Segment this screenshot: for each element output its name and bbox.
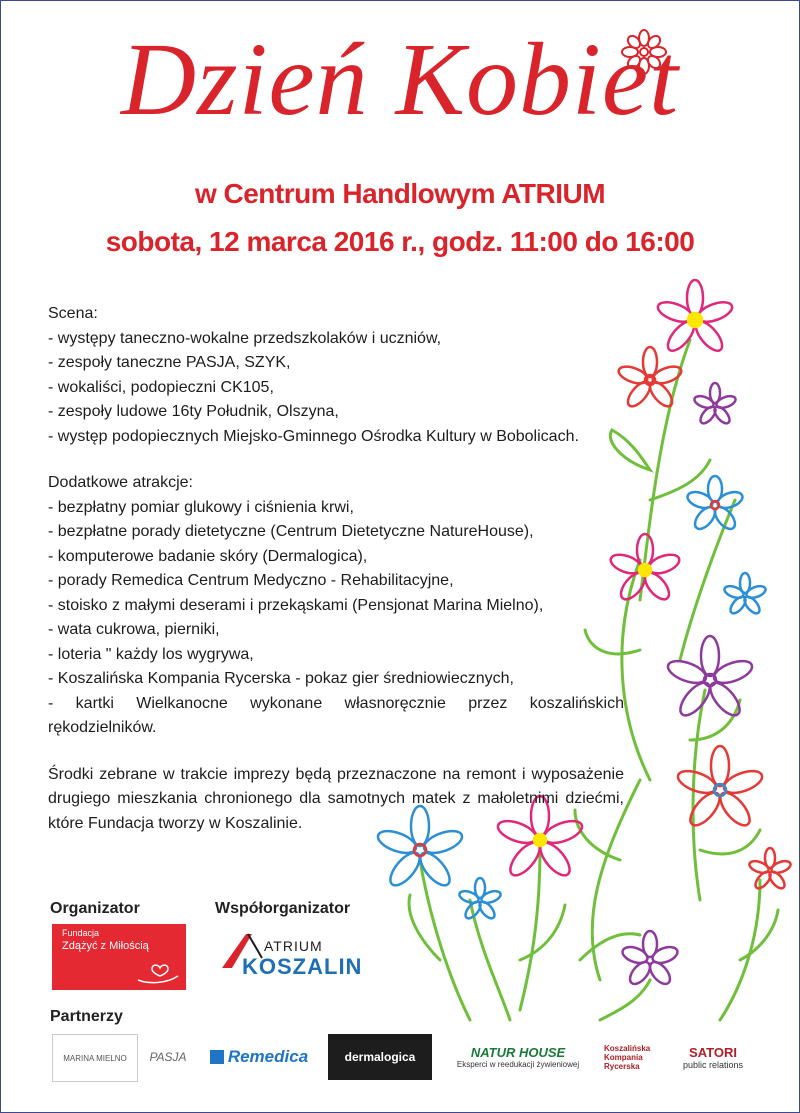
list-item-continued: rękodzielników. [48, 719, 157, 736]
partner-remedica-logo [198, 1034, 320, 1080]
hands-heart-icon [136, 962, 180, 984]
list-item: - wokaliści, podopieczni CK105, [48, 378, 274, 396]
list-item: - zespoły taneczne PASJA, SZYK, [48, 354, 291, 371]
note-line: Środki zebrane w trakcie imprezy będą przeznaczone na remont i wyposażenie [48, 765, 624, 783]
list-item: - wata cukrowa, pierniki, [48, 621, 220, 638]
organizer-divider [180, 924, 183, 990]
list-item: - Koszalińska Kompania Rycerska - pokaz gier średniowiecznych, [48, 670, 514, 687]
partners-label: Partnerzy [50, 1008, 123, 1025]
naturhouse-tagline: Eksperci w reedukacji żywieniowej [456, 1060, 580, 1069]
organizer-logo-name: Zdążyć z Miłością [62, 940, 149, 952]
venue-line: w Centrum Handlowym ATRIUM [194, 178, 606, 209]
atrium-wordmark: ATRIUM [264, 938, 323, 954]
partner-naturhouse-logo [438, 1034, 598, 1080]
list-item: - występy taneczno-wokalne przedszkolaków i uczniów, [48, 329, 442, 347]
partner-pasja-logo: PASJA [149, 1050, 187, 1064]
list-item: - komputerowe badanie skóry (Dermalogica), [48, 547, 368, 565]
remedica-wordmark: Remedica [227, 1047, 309, 1066]
note-line: drugiego mieszkania chronionego dla samotnych matek z małoletnimi dziećmi, [48, 790, 624, 807]
list-item: - stoisko z małymi deserami i przekąskami (Pensjonat Marina Mielno), [48, 596, 544, 614]
scena-heading: Scena: [48, 305, 98, 322]
partner-dermalogica-logo: dermalogica [328, 1034, 432, 1080]
event-title: Dzień Kobiet [121, 22, 679, 137]
partner-kkr-logo: Koszalińska Kompania Rycerska [604, 1043, 651, 1071]
coorganizer-logo [218, 930, 400, 982]
list-item: - loteria " każdy los wygrywa, [48, 645, 254, 663]
satori-wordmark: SATORI [689, 1044, 737, 1060]
organizer-label: Organizator [50, 900, 140, 917]
program-text [48, 302, 624, 836]
partner-satori-logo [682, 1034, 744, 1080]
list-item: - kartki Wielkanocne wykonane własnoręcznie przez koszalińskich [48, 694, 624, 712]
list-item: - występ podopiecznych Miejsko-Gminnego Ośrodka Kultury w Bobolicach. [48, 427, 579, 445]
note-line: które Fundacja tworzy w Koszalinie. [48, 814, 303, 832]
koszalin-wordmark: KOSZALIN [242, 954, 363, 979]
list-item: - zespoły ludowe 16ty Południk, Olszyna, [48, 403, 339, 420]
list-item: - bezpłatne porady dietetyczne (Centrum Dietetyczne NatureHouse), [48, 523, 534, 540]
naturhouse-wordmark: NATUR HOUSE [470, 1045, 566, 1060]
organizer-logo [52, 924, 186, 990]
list-item: - porady Remedica Centrum Medyczno - Rehabilitacyjne, [48, 572, 454, 589]
list-item: - bezpłatny pomiar glukowy i ciśnienia krwi, [48, 498, 354, 516]
date-line: sobota, 12 marca 2016 r., godz. 11:00 do 16:00 [105, 226, 695, 257]
organizer-logo-small: Fundacja [62, 928, 100, 938]
remedica-cross-icon [210, 1050, 224, 1064]
coorganizer-label: Współorganizator [215, 900, 351, 917]
satori-tagline: public relations [682, 1059, 744, 1070]
partner-marina-logo: MARINA MIELNO [52, 1034, 138, 1082]
atrakcje-heading: Dodatkowe atrakcje: [48, 474, 193, 491]
